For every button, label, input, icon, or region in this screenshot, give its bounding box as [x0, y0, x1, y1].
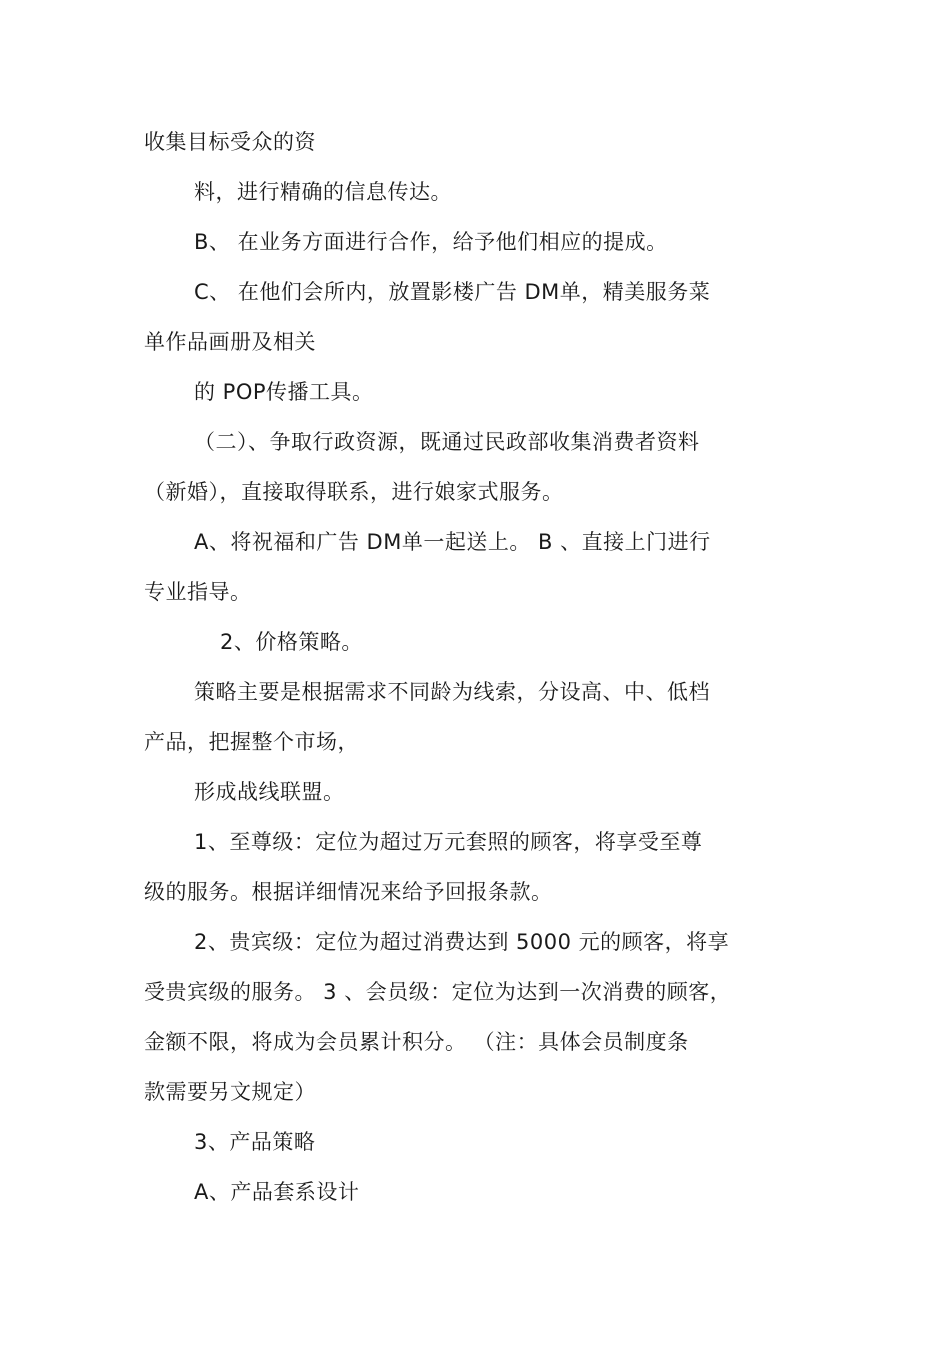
- section-heading: 2、价格策略。: [220, 630, 363, 654]
- text-line: 专业指导。: [144, 580, 252, 604]
- text-line: A、产品套系设计: [194, 1180, 360, 1204]
- text-line: B、 在业务方面进行合作，给予他们相应的提成。: [194, 230, 668, 254]
- text-line: 策略主要是根据需求不同龄为线索，分设高、中、低档: [194, 680, 710, 704]
- text-line: 的 POP传播工具。: [194, 380, 374, 404]
- text-line: 形成战线联盟。: [194, 780, 345, 804]
- text-line: C、 在他们会所内，放置影楼广告 DM单，精美服务菜: [194, 280, 711, 304]
- text-line: 收集目标受众的资: [144, 130, 316, 154]
- text-line: 金额不限，将成为会员累计积分。 （注：具体会员制度条: [144, 1030, 689, 1054]
- text-line: （新婚），直接取得联系，进行娘家式服务。: [144, 480, 564, 504]
- text-line: 料，进行精确的信息传达。: [194, 180, 452, 204]
- text-line: 级的服务。根据详细情况来给予回报条款。: [144, 880, 553, 904]
- text-line: 款需要另文规定）: [144, 1080, 316, 1104]
- text-line: 单作品画册及相关: [144, 330, 316, 354]
- text-line: 受贵宾级的服务。 3 、会员级：定位为达到一次消费的顾客，: [144, 980, 732, 1004]
- text-line: A、将祝福和广告 DM单一起送上。 B 、直接上门进行: [194, 530, 711, 554]
- text-line: 产品，把握整个市场，: [144, 730, 359, 754]
- text-line: （二）、争取行政资源，既通过民政部收集消费者资料: [194, 430, 700, 454]
- section-heading: 3、产品策略: [194, 1130, 316, 1154]
- text-line: 1、至尊级：定位为超过万元套照的顾客，将享受至尊: [194, 830, 703, 854]
- text-line: 2、贵宾级：定位为超过消费达到 5000 元的顾客，将享: [194, 930, 730, 954]
